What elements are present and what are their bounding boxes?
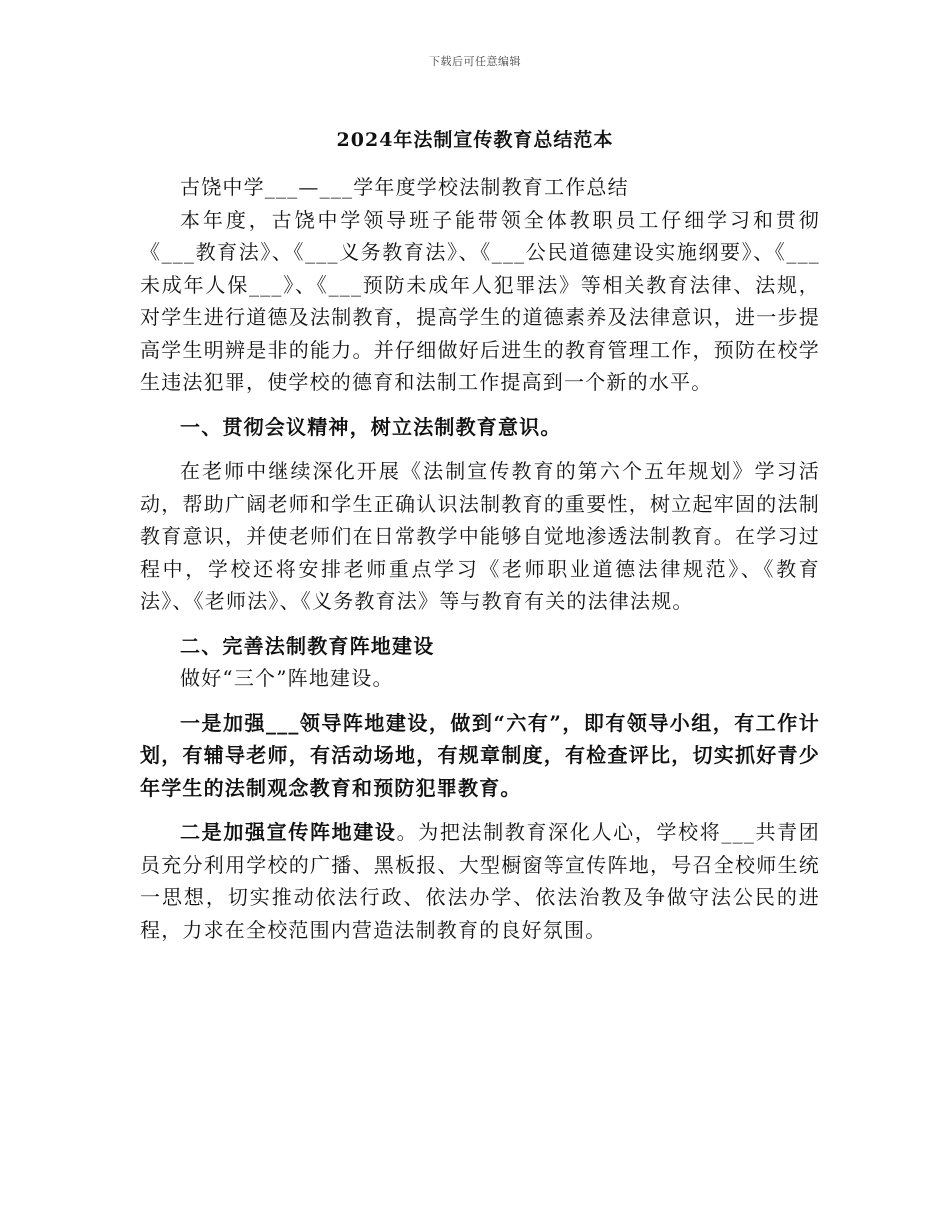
section-1-paragraph: 在老师中继续深化开展《法制宣传教育的第六个五年规划》学习活动，帮助广阔老师和学生正确认识法制教育的重要性，树立起牢固的法制教育意识，并使老师们在日常教学中能够自觉地渗透法制教育。在学习过程中，学校还将安排老师重点学习《老师职业道德法律规范》、《教育法》、《老师法》、《义务教育法》等与教育有关的法律法规。 — [140, 459, 820, 613]
document-body — [140, 171, 820, 946]
section-1-heading: 一、贯彻会议精神，树立法制教育意识。 — [180, 414, 562, 439]
point-2-text: 。为把法制教育深化人心，学校将___共青团员充分利用学校的广播、黑板报、大型橱窗等宣传阵地，号召全校师生统一思想，切实推动依法行政、依法办学、依法治教及争做守法公民的进程，力求在全校范围内营造法制教育的良好氛围。 — [140, 820, 821, 942]
section-2-heading: 二、完善法制教育阵地建设 — [180, 633, 435, 658]
section-2-intro: 做好“三个”阵地建设。 — [180, 666, 394, 690]
header-note: 下载后可任意编辑 — [429, 55, 521, 68]
point-2-lead: 二是加强宣传阵地建设 — [180, 820, 397, 844]
intro-paragraph: 本年度，古饶中学领导班子能带领全体教职员工仔细学习和贯彻《___教育法》、《___义务教育法》、《___公民道德建设实施纲要》、《___未成年人保___》、《___预防未成年人犯罪法》等相关教育法律、法规，对学生进行道德及法制教育，提高学生的道德素养及法律意识，进一步提高学生明辨是非的能力。并仔细做好后进生的教育管理工作，预防在校学生违法犯罪，使学校的德育和法制工作提高到一个新的水平。 — [140, 207, 820, 394]
subtitle-line: 古饶中学___—___学年度学校法制教育工作总结 — [180, 175, 629, 199]
document-title: 2024年法制宣传教育总结范本 — [336, 129, 614, 151]
section-2-point-2 — [140, 816, 820, 946]
section-2-point-1: 一是加强___领导阵地建设，做到“六有”，即有领导小组，有工作计划，有辅导老师，有活动场地，有规章制度，有检查评比，切实抓好青少年学生的法制观念教育和预防犯罪教育。 — [140, 710, 820, 800]
